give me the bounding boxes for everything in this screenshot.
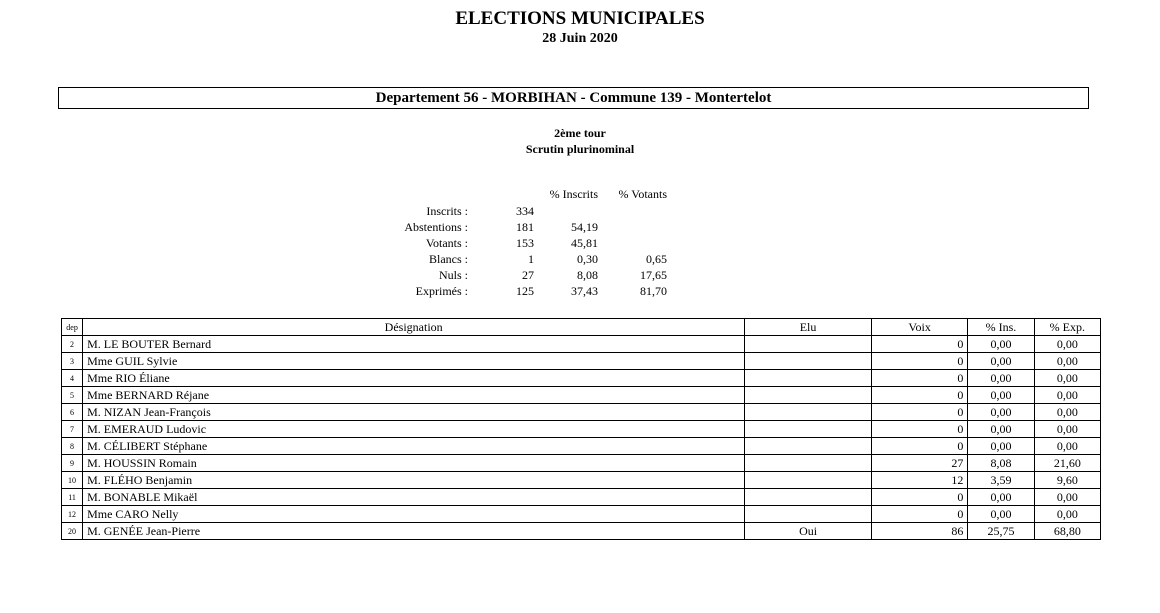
cell-voix: 27 xyxy=(871,455,967,472)
cell-pct-ins: 0,00 xyxy=(968,336,1034,353)
stats-header-pct-votants: % Votants xyxy=(618,187,667,201)
stat-pct-inscrits: 0,30 xyxy=(577,252,598,266)
table-row xyxy=(62,387,1101,404)
cell-dep: 20 xyxy=(62,523,83,540)
header-dep: dep xyxy=(62,319,83,336)
cell-pct-ins: 0,00 xyxy=(968,438,1034,455)
results-body xyxy=(62,336,1101,540)
cell-dep: 10 xyxy=(62,472,83,489)
cell-dep: 3 xyxy=(62,353,83,370)
cell-pct-exp: 0,00 xyxy=(1034,370,1100,387)
header-pct-ins: % Ins. xyxy=(968,319,1034,336)
turnout-stats xyxy=(0,186,1160,306)
cell-pct-ins: 0,00 xyxy=(968,506,1034,523)
election-date: 28 Juin 2020 xyxy=(542,31,618,46)
cell-pct-ins: 0,00 xyxy=(968,489,1034,506)
cell-elu xyxy=(745,472,872,489)
cell-pct-ins: 0,00 xyxy=(968,370,1034,387)
stat-count: 125 xyxy=(516,284,534,298)
cell-voix: 0 xyxy=(871,353,967,370)
cell-pct-exp: 0,00 xyxy=(1034,489,1100,506)
stats-header-pct-inscrits: % Inscrits xyxy=(549,187,598,201)
stat-count: 27 xyxy=(522,268,534,282)
stat-pct-inscrits: 45,81 xyxy=(571,236,598,250)
cell-designation: M. EMERAUD Ludovic xyxy=(83,421,745,438)
cell-dep: 6 xyxy=(62,404,83,421)
cell-designation: M. BONABLE Mikaël xyxy=(83,489,745,506)
cell-pct-ins: 0,00 xyxy=(968,404,1034,421)
cell-pct-exp: 0,00 xyxy=(1034,353,1100,370)
cell-pct-ins: 3,59 xyxy=(968,472,1034,489)
cell-voix: 0 xyxy=(871,387,967,404)
cell-designation: M. LE BOUTER Bernard xyxy=(83,336,745,353)
cell-elu xyxy=(745,489,872,506)
round-info xyxy=(0,125,1160,157)
stat-count: 153 xyxy=(516,236,534,250)
stat-label: Exprimés : xyxy=(415,284,468,298)
cell-dep: 4 xyxy=(62,370,83,387)
stat-pct-votants: 81,70 xyxy=(640,284,667,298)
table-row xyxy=(62,489,1101,506)
cell-voix: 0 xyxy=(871,489,967,506)
table-row xyxy=(62,404,1101,421)
cell-pct-ins: 8,08 xyxy=(968,455,1034,472)
cell-voix: 0 xyxy=(871,404,967,421)
cell-designation: M. HOUSSIN Romain xyxy=(83,455,745,472)
cell-dep: 5 xyxy=(62,387,83,404)
header-elu: Elu xyxy=(745,319,872,336)
ballot-type-label: Scrutin plurinominal xyxy=(525,142,635,156)
cell-elu xyxy=(745,438,872,455)
table-row xyxy=(62,523,1101,540)
cell-pct-exp: 21,60 xyxy=(1034,455,1100,472)
stat-label: Nuls : xyxy=(438,268,468,282)
cell-elu xyxy=(745,506,872,523)
cell-elu xyxy=(745,353,872,370)
cell-elu xyxy=(745,370,872,387)
cell-voix: 0 xyxy=(871,336,967,353)
cell-pct-exp: 0,00 xyxy=(1034,506,1100,523)
cell-elu xyxy=(745,336,872,353)
cell-pct-exp: 0,00 xyxy=(1034,438,1100,455)
cell-elu xyxy=(745,404,872,421)
cell-voix: 0 xyxy=(871,438,967,455)
cell-dep: 9 xyxy=(62,455,83,472)
table-row xyxy=(62,455,1101,472)
cell-voix: 12 xyxy=(871,472,967,489)
cell-designation: Mme GUIL Sylvie xyxy=(83,353,745,370)
table-header-row xyxy=(62,319,1101,336)
header-designation: Désignation xyxy=(83,319,745,336)
cell-dep: 11 xyxy=(62,489,83,506)
cell-elu xyxy=(745,455,872,472)
department-commune-heading: Departement 56 - MORBIHAN - Commune 139 - Montertelot xyxy=(58,87,1089,109)
cell-designation: Mme BERNARD Réjane xyxy=(83,387,745,404)
cell-pct-exp: 0,00 xyxy=(1034,421,1100,438)
stat-pct-inscrits: 54,19 xyxy=(571,220,598,234)
header-pct-exp: % Exp. xyxy=(1034,319,1100,336)
cell-pct-ins: 0,00 xyxy=(968,421,1034,438)
table-row xyxy=(62,336,1101,353)
cell-dep: 8 xyxy=(62,438,83,455)
cell-pct-exp: 0,00 xyxy=(1034,404,1100,421)
cell-voix: 0 xyxy=(871,506,967,523)
cell-elu xyxy=(745,387,872,404)
stat-pct-votants: 0,65 xyxy=(646,252,667,266)
cell-pct-exp: 0,00 xyxy=(1034,387,1100,404)
stat-label: Inscrits : xyxy=(426,204,468,218)
cell-pct-exp: 0,00 xyxy=(1034,336,1100,353)
stat-count: 181 xyxy=(516,220,534,234)
cell-elu xyxy=(745,421,872,438)
stat-label: Blancs : xyxy=(429,252,468,266)
cell-voix: 0 xyxy=(871,370,967,387)
cell-designation: M. CÉLIBERT Stéphane xyxy=(83,438,745,455)
stat-count: 1 xyxy=(528,252,534,266)
table-row xyxy=(62,506,1101,523)
cell-designation: Mme RIO Éliane xyxy=(83,370,745,387)
table-row xyxy=(62,438,1101,455)
cell-pct-ins: 0,00 xyxy=(968,353,1034,370)
stat-pct-inscrits: 37,43 xyxy=(571,284,598,298)
header-voix: Voix xyxy=(871,319,967,336)
page-title: ELECTIONS MUNICIPALES xyxy=(455,8,705,29)
cell-elu: Oui xyxy=(745,523,872,540)
cell-designation: M. GENÉE Jean-Pierre xyxy=(83,523,745,540)
stat-pct-votants: 17,65 xyxy=(640,268,667,282)
cell-dep: 7 xyxy=(62,421,83,438)
cell-designation: Mme CARO Nelly xyxy=(83,506,745,523)
round-label: 2ème tour xyxy=(554,126,606,140)
cell-pct-exp: 9,60 xyxy=(1034,472,1100,489)
table-row xyxy=(62,421,1101,438)
cell-voix: 86 xyxy=(871,523,967,540)
stat-label: Votants : xyxy=(425,236,468,250)
table-row xyxy=(62,370,1101,387)
candidates-results-table xyxy=(61,318,1101,540)
cell-voix: 0 xyxy=(871,421,967,438)
stat-pct-inscrits: 8,08 xyxy=(577,268,598,282)
cell-designation: M. NIZAN Jean-François xyxy=(83,404,745,421)
table-row xyxy=(62,472,1101,489)
cell-designation: M. FLÉHO Benjamin xyxy=(83,472,745,489)
cell-dep: 12 xyxy=(62,506,83,523)
cell-dep: 2 xyxy=(62,336,83,353)
table-row xyxy=(62,353,1101,370)
cell-pct-ins: 25,75 xyxy=(968,523,1034,540)
stat-count: 334 xyxy=(516,204,534,218)
cell-pct-exp: 68,80 xyxy=(1034,523,1100,540)
cell-pct-ins: 0,00 xyxy=(968,387,1034,404)
stat-label: Abstentions : xyxy=(404,220,468,234)
